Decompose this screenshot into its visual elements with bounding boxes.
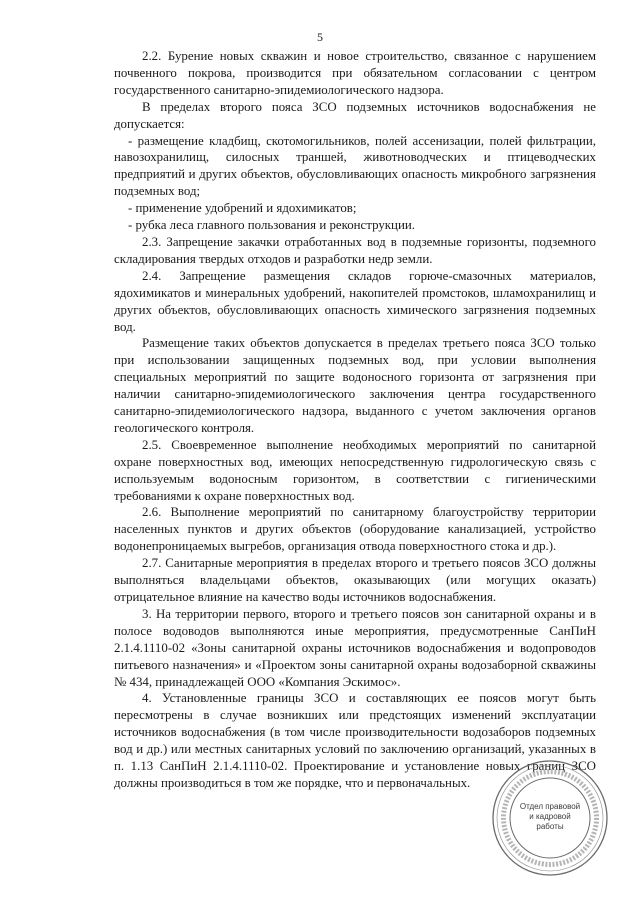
list-item: - применение удобрений и ядохимикатов; [128,201,357,216]
paragraph: Размещение таких объектов допускается в пределах третьего пояса ЗСО только при использовании защищенных подземных вод, при условии выполнения специальных мероприятий по защите водоносного горизонта от загрязнения при наличии санитарно-эпидемиологического заключения центра государственного санитарно-эпидемиологического надзора, выданного с учетом заключения органов геологического контроля. [114,336,596,435]
office-stamp [490,758,610,878]
paragraph: 4. Установленные границы ЗСО и составляющих ее поясов могут быть пересмотрены в случае возникших или предстоящих изменений эксплуатации источников водоснабжения (в том числе производительности водозаборов подземных вод и др.) или местных санитарных условий по заключению организаций, указанных в п. 1.13 СанПиН 2.1.4.1110-02. Проектирование и установление новых границ ЗСО должны производиться в том же порядке, что и первоначальных. [114,691,596,790]
paragraph: 2.3. Запрещение закачки отработанных вод в подземные горизонты, подземного складирования твердых отходов и разработки недр земли. [114,234,596,266]
list-item: - размещение кладбищ, скотомогильников, полей ассенизации, полей фильтрации, навозохранилищ, силосных траншей, животноводческих и птицеводческих предприятий и других объектов, обусловливающих опасность микробного загрязнения подземных вод; [114,133,596,199]
document-body [114,48,596,792]
stamp-line: и кадровой [529,812,571,821]
list-item: - рубка леса главного пользования и реконструкции. [128,218,415,233]
stamp-text [513,802,587,832]
paragraph: 2.4. Запрещение размещения складов горюче-смазочных материалов, ядохимикатов и минеральных удобрений, накопителей промстоков, шламохранилищ и других объектов, обусловливающих опасность химического загрязнения подземных вод. [114,268,596,334]
stamp-line: Отдел правовой [519,802,581,811]
paragraph: 2.2. Бурение новых скважин и новое строительство, связанное с нарушением почвенного покрова, производится при обязательном согласовании с центром государственного санитарно-эпидемиологического надзора. [114,49,596,97]
stamp-line: работы [536,822,564,831]
paragraph: В пределах второго пояса ЗСО подземных источников водоснабжения не допускается: [114,99,596,131]
paragraph: 3. На территории первого, второго и третьего поясов зон санитарной охраны и в полосе водоводов выполняются иные мероприятия, предусмотренные СанПиН 2.1.4.1110-02 «Зоны санитарной охраны источников водоснабжения и водопроводов питьевого назначения» и «Проектом зоны санитарной охраны водозаборной скважины № 434, принадлежащей ООО «Компания Эскимос». [114,606,596,689]
paragraph: 2.5. Своевременное выполнение необходимых мероприятий по санитарной охране поверхностных вод, имеющих непосредственную гидрологическую связь с используемым водоносным горизонтом, в соответствии с гигиеническими требованиями к охране поверхностных вод. [114,437,596,503]
paragraph: 2.7. Санитарные мероприятия в пределах второго и третьего поясов ЗСО должны выполняться владельцами объектов, оказывающих (или могущих оказать) отрицательное влияние на качество воды источников водоснабжения. [114,556,596,604]
paragraph: 2.6. Выполнение мероприятий по санитарному благоустройству территории населенных пунктов и других объектов (оборудование канализацией, устройство водонепроницаемых выгребов, организация отвода поверхностного стока и др.). [114,505,596,554]
page-number: 5 [317,30,323,44]
